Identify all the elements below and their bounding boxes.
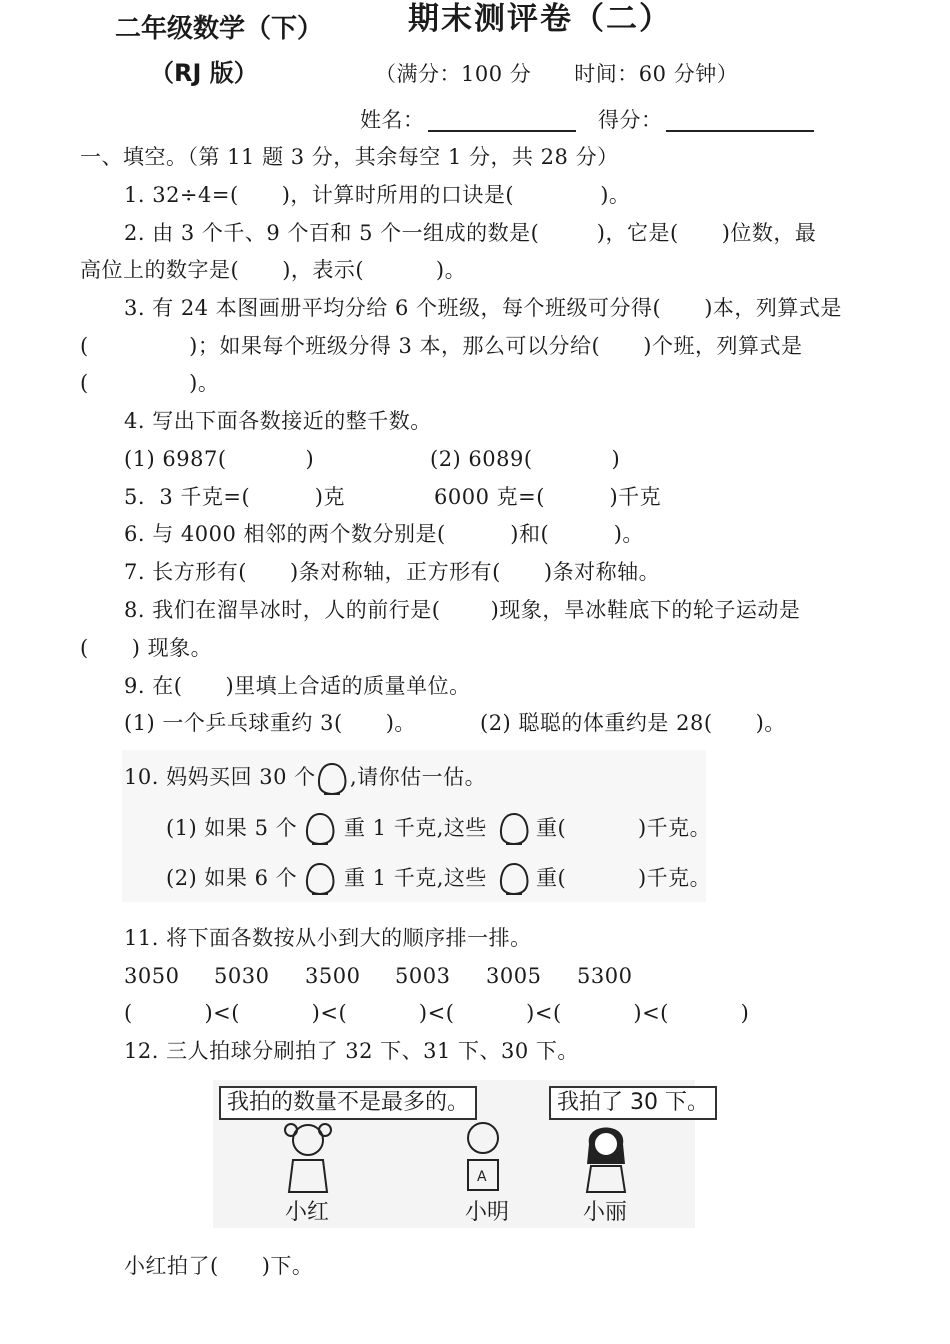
- peach-icon: [314, 758, 350, 798]
- question-6: 6. 与 4000 相邻的两个数分别是( )和( )。: [124, 522, 644, 546]
- question-11-number: 3005: [486, 964, 542, 988]
- peach-icon: [302, 808, 338, 848]
- boy-xiaoming-icon: [453, 1118, 513, 1200]
- question-10-part-2-middle: 重 1 千克,这些: [344, 866, 487, 890]
- question-9-part-1: (1) 一个乒乓球重约 3( )。: [124, 711, 416, 735]
- question-9: 9. 在( )里填上合适的质量单位。: [124, 674, 471, 698]
- question-11: 11. 将下面各数按从小到大的顺序排一排。: [124, 926, 532, 950]
- question-11-number: 3500: [305, 964, 361, 988]
- question-11-number: 5030: [214, 964, 270, 988]
- question-3-line-3: ( )。: [80, 371, 220, 395]
- question-10-part-1-start: (1) 如果 5 个: [166, 816, 298, 840]
- speech-bubble-xiaohong: 我拍的数量不是最多的。: [219, 1086, 477, 1120]
- peach-icon: [496, 858, 532, 898]
- peach-icon: [496, 808, 532, 848]
- question-2-line-1: 2. 由 3 个千、9 个百和 5 个一组成的数是( )，它是( )位数，最: [124, 221, 817, 245]
- question-11-number: 5300: [577, 964, 633, 988]
- name-xiaohong: 小红: [285, 1200, 330, 1225]
- question-12: 12. 三人拍球分刷拍了 32 下、31 下、30 下。: [124, 1039, 579, 1063]
- question-8-line-2: ( ) 现象。: [80, 636, 213, 660]
- question-3-line-2: ( )；如果每个班级分得 3 本，那么可以分给( )个班，列算式是: [80, 334, 803, 358]
- question-5-part-2: 6000 克=( )千克: [434, 485, 662, 509]
- exam-title: 期末测评卷（二）: [408, 1, 672, 37]
- question-10-part-2-end: 重( )千克。: [536, 866, 712, 890]
- question-10-stem: 10. 妈妈买回 30 个: [124, 765, 316, 789]
- svg-text:A: A: [477, 1169, 487, 1185]
- question-4-part-2: (2) 6089( ): [430, 447, 621, 471]
- question-10-block: [122, 750, 712, 902]
- girl-xiaohong-icon: [273, 1120, 343, 1200]
- question-8-line-1: 8. 我们在溜旱冰时，人的前行是( )现象，旱冰鞋底下的轮子运动是: [124, 598, 801, 622]
- question-12-answer: 小红拍了( )下。: [124, 1254, 314, 1278]
- question-10-part-1-end: 重( )千克。: [536, 816, 712, 840]
- question-4-part-1: (1) 6987( ): [124, 447, 315, 471]
- question-10-part-1-middle: 重 1 千克,这些: [344, 816, 487, 840]
- question-10-part-2-start: (2) 如果 6 个: [166, 866, 298, 890]
- name-xiaoming: 小明: [465, 1200, 510, 1225]
- girl-xiaoli-icon: [571, 1118, 641, 1200]
- question-7: 7. 长方形有( )条对称轴，正方形有( )条对称轴。: [124, 560, 661, 584]
- name-field[interactable]: [428, 130, 576, 132]
- edition-label: （RJ 版）: [150, 59, 258, 87]
- name-label: 姓名：: [360, 108, 425, 132]
- question-5-part-1: 5. 3 千克=( )克: [124, 485, 345, 509]
- question-1: 1. 32÷4=( )，计算时所用的口诀是( )。: [124, 183, 631, 207]
- question-3-line-1: 3. 有 24 本图画册平均分给 6 个班级，每个班级可分得( )本，列算式是: [124, 296, 842, 320]
- peach-icon: [302, 858, 338, 898]
- question-11-number: 5003: [395, 964, 451, 988]
- question-11-number: 3050: [124, 964, 180, 988]
- question-10-stem-end: ,请你估一估。: [350, 765, 487, 789]
- question-4: 4. 写出下面各数接近的整千数。: [124, 409, 432, 433]
- question-12-illustration: [213, 1080, 709, 1228]
- speech-bubble-xiaoli: 我拍了 30 下。: [549, 1086, 717, 1120]
- question-9-part-2: (2) 聪聪的体重约是 28( )。: [480, 711, 786, 735]
- score-time-info: （满分：100 分 时间：60 分钟）: [375, 62, 739, 86]
- name-xiaoli: 小丽: [583, 1200, 628, 1225]
- section-heading: 一、填空。（第 11 题 3 分，其余每空 1 分，共 28 分）: [80, 145, 619, 169]
- score-field[interactable]: [666, 130, 814, 132]
- score-label: 得分：: [598, 108, 663, 132]
- question-2-line-2: 高位上的数字是( )，表示( )。: [80, 258, 467, 282]
- grade-title: 二年级数学（下）: [115, 14, 324, 44]
- question-11-order: ( )<( )<( )<( )<( )<( ): [124, 1001, 750, 1025]
